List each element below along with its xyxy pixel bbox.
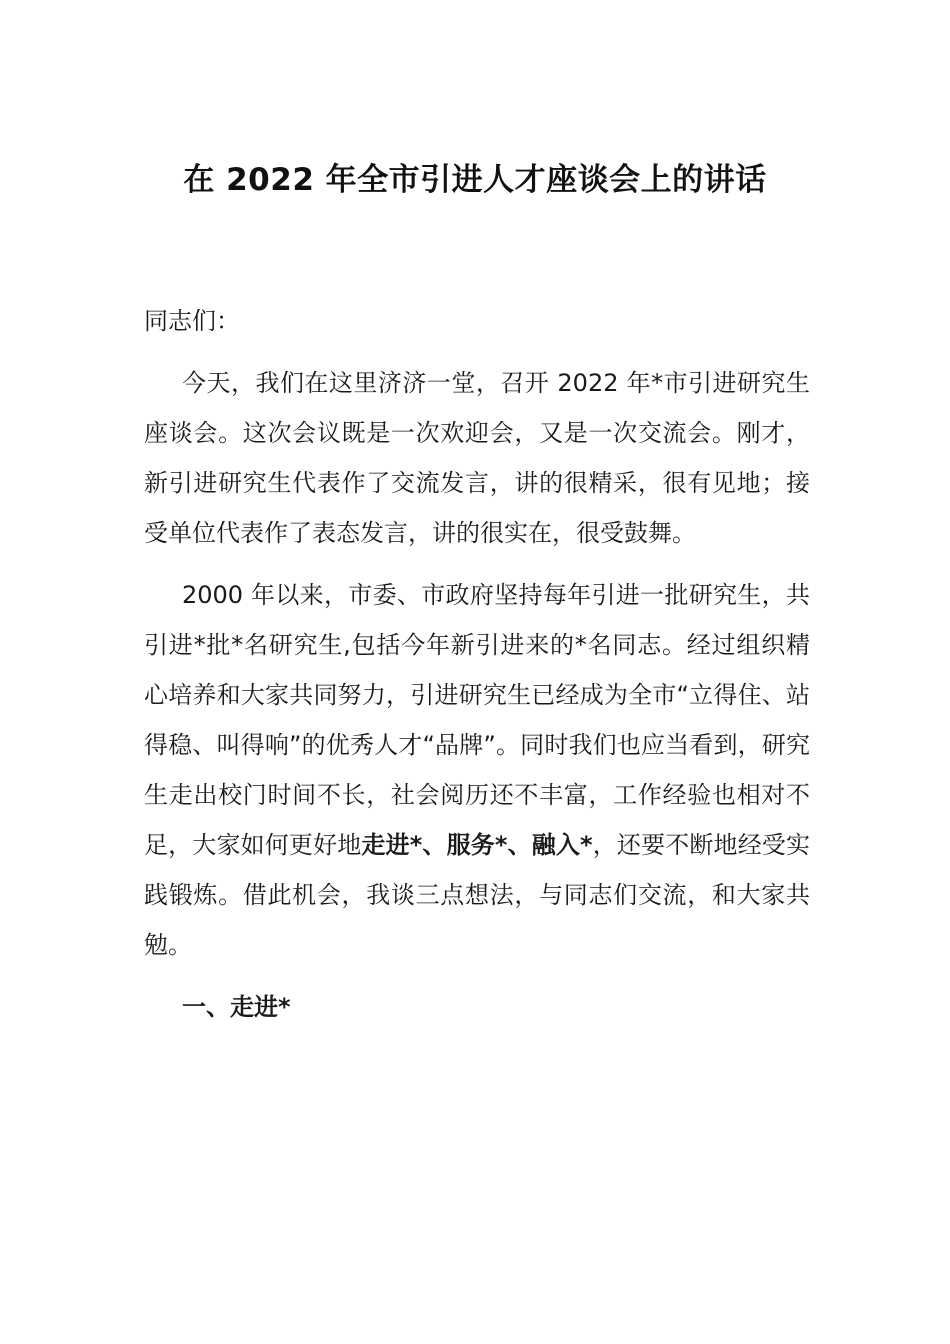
paragraph-opening: 今天，我们在这里济济一堂，召开 2022 年*市引进研究生座谈会。这次会议既是一次欢迎会，又是一次交流会。刚才，新引进研究生代表作了交流发言，讲的很精采，很有见地；接受单位代表作了表态发言，讲的很实在，很受鼓舞。 (144, 369, 810, 547)
paragraph-background-text-1: 2000 年以来，市委、市政府坚持每年引进一批研究生，共引进*批*名研究生,包括今年新引进来的*名同志。经过组织精心培养和大家共同努力，引进研究生已经成为全市“立得住、站得稳、叫得响”的优秀人才“品牌”。同时我们也应当看到，研究生走出校门时间不长，社会阅历还不丰富，工作经验也相对不足，大家如何更好地 (144, 581, 810, 859)
document-title: 在 2022 年全市引进人才座谈会上的讲话 (183, 162, 767, 198)
paragraph-background-bold-phrase: 走进*、服务*、融入* (361, 831, 593, 859)
paragraph-background-text-2: ，还要不断地经受实践锻炼。借此机会，我谈三点想法，与同志们交流，和大家共勉。 (144, 831, 811, 959)
salutation: 同志们： (144, 307, 240, 335)
document-body (144, 296, 810, 1044)
paragraph-background (144, 570, 810, 970)
section-heading-1: 一、走进* (182, 993, 291, 1021)
